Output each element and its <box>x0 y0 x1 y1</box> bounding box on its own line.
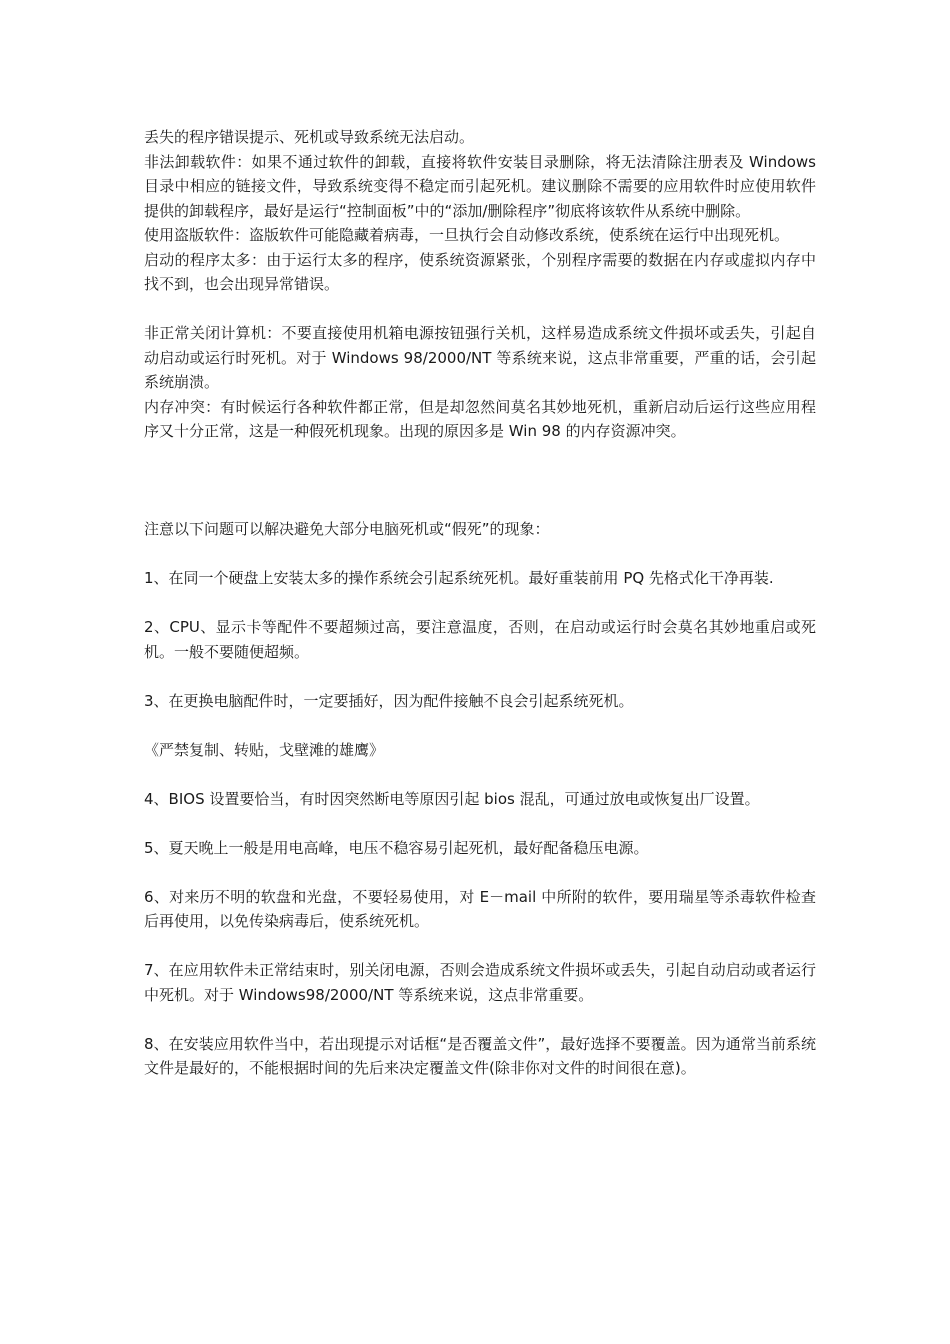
spacer <box>144 297 816 322</box>
paragraph-lost-program: 丢失的程序错误提示、死机或导致系统无法启动。 <box>144 128 475 146</box>
list-item-4: 4、BIOS 设置要恰当，有时因突然断电等原因引起 bios 混乱，可通过放电或恢复出厂设置。 <box>144 789 760 808</box>
paragraph-too-many-programs: 启动的程序太多：由于运行太多的程序，使系统资源紧张，个别程序需要的数据在内存或虚拟内存中找不到，也会出现异常错误。 <box>144 250 816 293</box>
spacer <box>144 664 816 689</box>
paragraph-pirated-software: 使用盗版软件：盗版软件可能隐藏着病毒，一旦执行会自动修改系统，使系统在运行中出现死机。 <box>144 226 790 244</box>
spacer <box>144 444 816 518</box>
list-item-6: 6、对来历不明的软盘和光盘，不要轻易使用，对 E－mail 中所附的软件，要用瑞星等杀毒软件检查后再使用，以免传染病毒后，使系统死机。 <box>144 887 816 930</box>
document-body <box>144 125 816 1081</box>
spacer <box>144 542 816 567</box>
list-item-7: 7、在应用软件未正常结束时，别关闭电源，否则会造成系统文件损坏或丢失，引起自动启动或者运行中死机。对于 Windows98/2000/NT 等系统来说，这点非常重要。 <box>144 961 816 1004</box>
list-item-2: 2、CPU、显示卡等配件不要超频过高，要注意温度，否则，在启动或运行时会莫名其妙地重启或死机。一般不要随便超频。 <box>144 618 816 661</box>
spacer <box>144 860 816 885</box>
spacer <box>144 713 816 738</box>
copyright-note: 《严禁复制、转贴，戈壁滩的雄鹰》 <box>144 740 385 759</box>
spacer <box>144 762 816 787</box>
paragraph-abnormal-shutdown: 非正常关闭计算机：不要直接使用机箱电源按钮强行关机，这样易造成系统文件损坏或丢失，引起自动启动或运行时死机。对于 Windows 98/2000/NT 等系统来说，这点非常重要，严重的话，会引起系统崩溃。 <box>144 324 816 391</box>
list-item-3: 3、在更换电脑配件时，一定要插好，因为配件接触不良会引起系统死机。 <box>144 691 634 710</box>
paragraph-memory-conflict: 内存冲突：有时候运行各种软件都正常，但是却忽然间莫名其妙地死机，重新启动后运行这些应用程序又十分正常，这是一种假死机现象。出现的原因多是 Win 98 的内存资源冲突。 <box>144 397 816 440</box>
list-item-8: 8、在安装应用软件当中，若出现提示对话框“是否覆盖文件”，最好选择不要覆盖。因为通常当前系统文件是最好的，不能根据时间的先后来决定覆盖文件(除非你对文件的时间很在意)。 <box>144 1034 816 1077</box>
spacer <box>144 811 816 836</box>
paragraph-intro-tips: 注意以下问题可以解决避免大部分电脑死机或“假死”的现象： <box>144 520 550 538</box>
list-item-1: 1、在同一个硬盘上安装太多的操作系统会引起系统死机。最好重装前用 PQ 先格式化干净再装. <box>144 569 774 587</box>
list-item-5: 5、夏天晚上一般是用电高峰，电压不稳容易引起死机，最好配备稳压电源。 <box>144 838 649 857</box>
spacer <box>144 591 816 616</box>
paragraph-illegal-uninstall: 非法卸载软件：如果不通过软件的卸载，直接将软件安装目录删除，将无法清除注册表及 Windows 目录中相应的链接文件，导致系统变得不稳定而引起死机。建议删除不需要的应用软件时应使用软件提供的卸载程序，最好是运行“控制面板”中的“添加/删除程序”彻底将该软件从系统中删除。 <box>144 152 816 220</box>
spacer <box>144 1007 816 1032</box>
spacer <box>144 934 816 959</box>
